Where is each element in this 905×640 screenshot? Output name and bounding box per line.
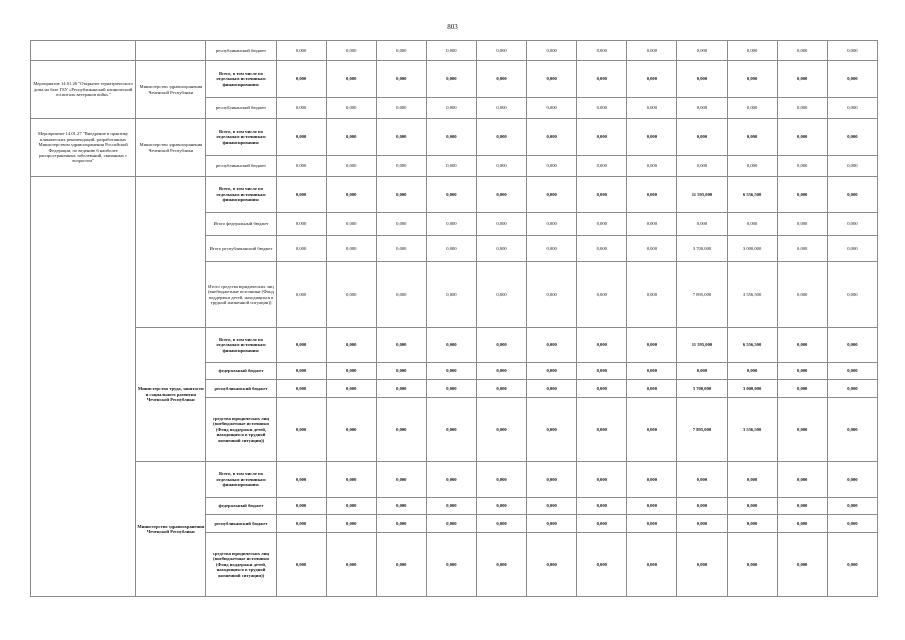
value-cell: 11 595,000 (677, 177, 727, 213)
value-cell: 0,000 (627, 328, 677, 363)
value-cell: 0,000 (677, 156, 727, 177)
value-cell: 6 556,500 (727, 177, 777, 213)
value-cell: 0,000 (777, 515, 827, 533)
executor-name: Министерство здравоохранения Чеченской Республики (136, 462, 206, 597)
value-cell: 0,000 (527, 213, 577, 236)
value-cell: 0,000 (627, 98, 677, 119)
value-cell: 0,000 (527, 156, 577, 177)
table-row (31, 177, 878, 213)
value-cell: 0,000 (527, 98, 577, 119)
value-cell: 0,000 (276, 213, 326, 236)
funding-source-label: федеральный бюджет (206, 363, 276, 380)
executor-name: Министерство труда, занятости и социального развития Чеченской Республики (136, 328, 206, 462)
table-row (31, 61, 878, 98)
value-cell: 0,000 (326, 61, 376, 98)
value-cell: 0,000 (777, 61, 827, 98)
value-cell: 0,000 (376, 177, 426, 213)
funding-source-label: Итого средства юридических лиц (внебюджетные источники (Фонд поддержки детей, находящихся в трудной жизненной ситуации)) (206, 262, 276, 328)
value-cell: 0,000 (426, 533, 476, 597)
value-cell: 11 595,000 (677, 328, 727, 363)
measure-name: Мероприятие 14.01.26 "Открытие гериатрического дома на базе ГБУ «Республиканский клинический госпиталь ветеранов войн»" (31, 61, 136, 119)
value-cell: 0,000 (376, 41, 426, 61)
value-cell: 0,000 (827, 380, 877, 398)
value-cell: 0,000 (276, 41, 326, 61)
value-cell: 0,000 (527, 41, 577, 61)
value-cell: 0,000 (577, 41, 627, 61)
value-cell: 0,000 (777, 213, 827, 236)
value-cell: 3 700,000 (677, 380, 727, 398)
value-cell: 0,000 (727, 462, 777, 498)
value-cell: 0,000 (777, 98, 827, 119)
value-cell: 0,000 (426, 156, 476, 177)
value-cell: 0,000 (777, 177, 827, 213)
value-cell: 0,000 (426, 363, 476, 380)
funding-source-label: Всего, в том числе по отдельным источникам финансирования: (206, 328, 276, 363)
value-cell: 0,000 (276, 398, 326, 462)
measure-name (31, 177, 136, 597)
measure-name: Мероприятие 14.01.27 "Внедрение в практику клинических рекомендаций, разработанных Министерством здравоохранения Российской Федерации, по ведению 6 наиболее распространенных заболеваний, связанных с возрастом" (31, 119, 136, 177)
value-cell: 0,000 (276, 177, 326, 213)
value-cell: 0,000 (527, 262, 577, 328)
funding-source-label: республиканский бюджет (206, 156, 276, 177)
value-cell: 0,000 (376, 119, 426, 156)
value-cell: 0,000 (777, 262, 827, 328)
funding-source-label: республиканский бюджет (206, 380, 276, 398)
value-cell: 0,000 (376, 262, 426, 328)
value-cell: 0,000 (827, 119, 877, 156)
funding-source-label: Всего, в том числе по отдельным источникам финансирования: (206, 61, 276, 98)
value-cell: 0,000 (376, 98, 426, 119)
value-cell: 0,000 (827, 236, 877, 262)
value-cell: 0,000 (577, 262, 627, 328)
value-cell: 6 556,500 (727, 328, 777, 363)
value-cell: 0,000 (627, 363, 677, 380)
value-cell: 0,000 (727, 41, 777, 61)
value-cell: 0,000 (426, 61, 476, 98)
value-cell: 0,000 (426, 119, 476, 156)
value-cell: 0,000 (476, 363, 526, 380)
value-cell: 0,000 (527, 177, 577, 213)
value-cell: 0,000 (326, 41, 376, 61)
table-row (31, 462, 878, 498)
value-cell: 0,000 (426, 236, 476, 262)
value-cell: 3 556,500 (727, 262, 777, 328)
funding-source-label: республиканский бюджет (206, 515, 276, 533)
value-cell: 0,000 (476, 515, 526, 533)
value-cell: 0,000 (426, 462, 476, 498)
value-cell: 0,000 (827, 515, 877, 533)
value-cell: 0,000 (777, 498, 827, 515)
value-cell: 0,000 (627, 262, 677, 328)
value-cell: 0,000 (577, 213, 627, 236)
value-cell: 0,000 (727, 498, 777, 515)
value-cell: 0,000 (376, 462, 426, 498)
value-cell: 0,000 (727, 156, 777, 177)
executor-name (136, 177, 206, 328)
value-cell: 0,000 (827, 213, 877, 236)
value-cell: 0,000 (326, 328, 376, 363)
value-cell: 0,000 (627, 177, 677, 213)
value-cell: 3 000,000 (727, 380, 777, 398)
value-cell: 0,000 (827, 533, 877, 597)
value-cell: 0,000 (476, 213, 526, 236)
value-cell: 0,000 (827, 41, 877, 61)
value-cell: 0,000 (326, 156, 376, 177)
value-cell: 0,000 (426, 41, 476, 61)
value-cell: 0,000 (577, 398, 627, 462)
value-cell: 0,000 (326, 462, 376, 498)
value-cell: 0,000 (276, 462, 326, 498)
value-cell: 0,000 (627, 515, 677, 533)
value-cell: 0,000 (677, 41, 727, 61)
value-cell: 0,000 (627, 380, 677, 398)
value-cell: 0,000 (476, 462, 526, 498)
value-cell: 0,000 (577, 61, 627, 98)
value-cell: 0,000 (426, 262, 476, 328)
value-cell: 0,000 (827, 98, 877, 119)
value-cell: 0,000 (727, 213, 777, 236)
value-cell: 0,000 (827, 398, 877, 462)
value-cell: 0,000 (677, 363, 727, 380)
value-cell: 0,000 (326, 380, 376, 398)
value-cell: 0,000 (527, 119, 577, 156)
value-cell: 0,000 (677, 61, 727, 98)
value-cell: 0,000 (777, 462, 827, 498)
funding-source-label: Итого федеральный бюджет (206, 213, 276, 236)
value-cell: 0,000 (727, 119, 777, 156)
value-cell: 0,000 (476, 398, 526, 462)
funding-source-label: Всего, в том числе по отдельным источникам финансирования: (206, 119, 276, 156)
value-cell: 0,000 (577, 363, 627, 380)
value-cell: 0,000 (527, 515, 577, 533)
value-cell: 0,000 (777, 119, 827, 156)
value-cell: 0,000 (326, 498, 376, 515)
value-cell: 0,000 (827, 262, 877, 328)
value-cell: 0,000 (426, 498, 476, 515)
value-cell: 0,000 (276, 498, 326, 515)
value-cell: 0,000 (577, 156, 627, 177)
value-cell: 0,000 (777, 398, 827, 462)
value-cell: 0,000 (326, 213, 376, 236)
value-cell: 0,000 (627, 156, 677, 177)
value-cell: 0,000 (476, 41, 526, 61)
table-row (31, 41, 878, 61)
value-cell: 0,000 (326, 533, 376, 597)
value-cell: 0,000 (777, 363, 827, 380)
value-cell: 0,000 (376, 515, 426, 533)
executor-name (136, 41, 206, 61)
value-cell: 0,000 (476, 119, 526, 156)
value-cell: 0,000 (376, 61, 426, 98)
value-cell: 0,000 (577, 498, 627, 515)
value-cell: 0,000 (376, 363, 426, 380)
value-cell: 0,000 (426, 380, 476, 398)
value-cell: 0,000 (577, 98, 627, 119)
table-row (31, 328, 878, 363)
financing-table (30, 40, 878, 597)
value-cell: 0,000 (777, 328, 827, 363)
measure-name (31, 41, 136, 61)
value-cell: 0,000 (677, 533, 727, 597)
executor-name: Министерство здравоохранения Чеченской Республики (136, 119, 206, 177)
value-cell: 0,000 (777, 380, 827, 398)
value-cell: 0,000 (777, 41, 827, 61)
value-cell: 0,000 (577, 236, 627, 262)
value-cell: 0,000 (326, 119, 376, 156)
value-cell: 0,000 (677, 213, 727, 236)
value-cell: 0,000 (827, 462, 877, 498)
value-cell: 0,000 (476, 380, 526, 398)
value-cell: 0,000 (376, 533, 426, 597)
value-cell: 0,000 (677, 462, 727, 498)
value-cell: 0,000 (577, 533, 627, 597)
value-cell: 0,000 (426, 213, 476, 236)
value-cell: 0,000 (577, 462, 627, 498)
value-cell: 7 895,000 (677, 262, 727, 328)
value-cell: 0,000 (276, 236, 326, 262)
value-cell: 0,000 (426, 398, 476, 462)
value-cell: 0,000 (627, 61, 677, 98)
value-cell: 0,000 (326, 262, 376, 328)
value-cell: 0,000 (577, 119, 627, 156)
value-cell: 0,000 (276, 61, 326, 98)
table-row (31, 119, 878, 156)
value-cell: 0,000 (627, 41, 677, 61)
value-cell: 0,000 (326, 398, 376, 462)
value-cell: 0,000 (476, 98, 526, 119)
value-cell: 0,000 (276, 156, 326, 177)
value-cell: 3 700,000 (677, 236, 727, 262)
value-cell: 0,000 (276, 363, 326, 380)
value-cell: 0,000 (777, 156, 827, 177)
value-cell: 0,000 (727, 363, 777, 380)
value-cell: 0,000 (476, 61, 526, 98)
value-cell: 0,000 (677, 98, 727, 119)
value-cell: 0,000 (727, 515, 777, 533)
value-cell: 0,000 (326, 236, 376, 262)
value-cell: 0,000 (527, 363, 577, 380)
value-cell: 0,000 (827, 363, 877, 380)
value-cell: 0,000 (827, 498, 877, 515)
value-cell: 0,000 (376, 398, 426, 462)
value-cell: 0,000 (627, 236, 677, 262)
value-cell: 0,000 (426, 328, 476, 363)
value-cell: 0,000 (276, 262, 326, 328)
value-cell: 0,000 (827, 61, 877, 98)
value-cell: 0,000 (326, 363, 376, 380)
value-cell: 0,000 (527, 533, 577, 597)
value-cell: 0,000 (527, 380, 577, 398)
value-cell: 0,000 (476, 177, 526, 213)
value-cell: 0,000 (727, 533, 777, 597)
value-cell: 3 556,500 (727, 398, 777, 462)
funding-source-label: Всего, в том числе по отдельным источникам финансирования: (206, 177, 276, 213)
value-cell: 0,000 (577, 515, 627, 533)
executor-name: Министерство здравоохранения Чеченской Республики (136, 61, 206, 119)
value-cell: 0,000 (476, 262, 526, 328)
value-cell: 0,000 (326, 177, 376, 213)
value-cell: 0,000 (276, 98, 326, 119)
funding-source-label: республиканский бюджет (206, 98, 276, 119)
value-cell: 0,000 (376, 156, 426, 177)
value-cell: 0,000 (527, 398, 577, 462)
value-cell: 0,000 (376, 380, 426, 398)
value-cell: 0,000 (827, 177, 877, 213)
value-cell: 0,000 (627, 213, 677, 236)
value-cell: 0,000 (426, 515, 476, 533)
value-cell: 0,000 (476, 498, 526, 515)
value-cell: 0,000 (476, 533, 526, 597)
value-cell: 0,000 (727, 61, 777, 98)
value-cell: 0,000 (777, 236, 827, 262)
value-cell: 0,000 (677, 498, 727, 515)
value-cell: 0,000 (276, 533, 326, 597)
value-cell: 0,000 (777, 533, 827, 597)
value-cell: 0,000 (376, 498, 426, 515)
value-cell: 0,000 (527, 236, 577, 262)
page-number: 803 (447, 23, 458, 31)
value-cell: 7 895,000 (677, 398, 727, 462)
value-cell: 0,000 (627, 462, 677, 498)
value-cell: 0,000 (476, 156, 526, 177)
value-cell: 0,000 (527, 61, 577, 98)
value-cell: 0,000 (527, 462, 577, 498)
value-cell: 3 000,000 (727, 236, 777, 262)
funding-source-label: республиканский бюджет (206, 41, 276, 61)
value-cell: 0,000 (577, 380, 627, 398)
value-cell: 0,000 (426, 98, 476, 119)
value-cell: 0,000 (527, 498, 577, 515)
value-cell: 0,000 (376, 236, 426, 262)
funding-source-label: средства юридических лиц (внебюджетные источники (Фонд поддержки детей, находящихся в трудной жизненной ситуации)) (206, 533, 276, 597)
value-cell: 0,000 (476, 328, 526, 363)
value-cell: 0,000 (326, 98, 376, 119)
value-cell: 0,000 (376, 328, 426, 363)
value-cell: 0,000 (476, 236, 526, 262)
funding-source-label: Итого республиканский бюджет (206, 236, 276, 262)
value-cell: 0,000 (677, 119, 727, 156)
value-cell: 0,000 (677, 515, 727, 533)
funding-source-label: средства юридических лиц (внебюджетные источники (Фонд поддержки детей, находящихся в трудной жизненной ситуации)) (206, 398, 276, 462)
value-cell: 0,000 (276, 119, 326, 156)
value-cell: 0,000 (276, 515, 326, 533)
value-cell: 0,000 (627, 498, 677, 515)
value-cell: 0,000 (527, 328, 577, 363)
table-body (31, 41, 878, 597)
value-cell: 0,000 (376, 213, 426, 236)
value-cell: 0,000 (627, 398, 677, 462)
value-cell: 0,000 (627, 119, 677, 156)
funding-source-label: федеральный бюджет (206, 498, 276, 515)
value-cell: 0,000 (827, 328, 877, 363)
value-cell: 0,000 (426, 177, 476, 213)
value-cell: 0,000 (326, 515, 376, 533)
value-cell: 0,000 (627, 533, 677, 597)
value-cell: 0,000 (577, 177, 627, 213)
value-cell: 0,000 (276, 328, 326, 363)
value-cell: 0,000 (577, 328, 627, 363)
value-cell: 0,000 (827, 156, 877, 177)
funding-source-label: Всего, в том числе по отдельным источникам финансирования: (206, 462, 276, 498)
value-cell: 0,000 (276, 380, 326, 398)
value-cell: 0,000 (727, 98, 777, 119)
